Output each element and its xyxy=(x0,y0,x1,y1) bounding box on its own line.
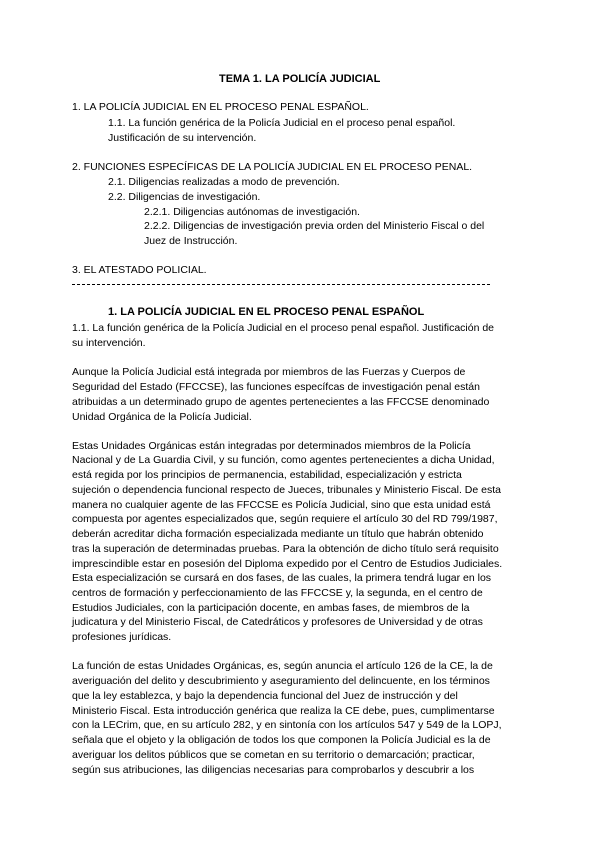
paragraph-line: imprescindible estar en posesión del Diploma expedido por el Centro de Estudios Judiciales. xyxy=(72,558,503,570)
paragraph-line: Unidad Orgánica de la Policía Judicial. xyxy=(72,411,252,423)
subheading-line: 1.1. La función genérica de la Policía Judicial en el proceso penal español. Justificación de xyxy=(72,322,495,334)
paragraph-line: está regida por los principios de permanencia, estabilidad, especialización y estricta xyxy=(72,469,462,481)
paragraph-line: que la ley establezca, y bajo la dependencia funcional del Juez de instrucción y del xyxy=(72,690,458,702)
toc-item-2-2-1: 2.2.1. Diligencias autónomas de investigación. xyxy=(144,206,360,218)
paragraph-line: sujeción o dependencia funcional respecto de Jueces, tribunales y Ministerio Fiscal. De esta xyxy=(72,484,501,496)
paragraph-line: con la LECrim, que, en su artículo 282, y en sintonía con los artículos 547 y 549 de la LOPJ, xyxy=(72,719,502,731)
paragraph-line: atribuidas a un determinado grupo de agentes pertenecientes a las FFCCSE denominado xyxy=(72,396,490,408)
toc-item-1-1-cont: Justificación de su intervención. xyxy=(108,132,257,144)
toc-item-1: 1. LA POLICÍA JUDICIAL EN EL PROCESO PENAL ESPAÑOL. xyxy=(72,101,369,113)
section-heading: 1. LA POLICÍA JUDICIAL EN EL PROCESO PENAL ESPAÑOL xyxy=(108,306,425,318)
paragraph-line: Seguridad del Estado (FFCCSE), las funciones específcas de investigación penal están xyxy=(72,381,480,393)
paragraph-line: manera no cualquier agente de las FFCCSE es Policía Judicial, sino que esta unidad está xyxy=(72,499,491,511)
subheading-line: su intervención. xyxy=(72,337,146,349)
toc-item-2: 2. FUNCIONES ESPECÍFICAS DE LA POLICÍA JUDICIAL EN EL PROCESO PENAL. xyxy=(72,161,473,173)
paragraph-line: centros de formación y perfeccionamiento de las FFCCSE y, la segunda, en el centro de xyxy=(72,587,483,599)
toc-item-2-2-2: 2.2.2. Diligencias de investigación previa orden del Ministerio Fiscal o del xyxy=(144,220,485,232)
paragraph-line: deberán acreditar dicha formación especializada mediante un título que habrán obtenido xyxy=(72,528,484,540)
toc-item-1-1: 1.1. La función genérica de la Policía Judicial en el proceso penal español. xyxy=(108,117,456,129)
paragraph-line: profesiones jurídicas. xyxy=(72,631,172,643)
paragraph-line: Nacional y de La Guardia Civil, y su función, como agentes pertenecientes a dicha Unidad, xyxy=(72,454,495,466)
paragraph-line: Aunque la Policía Judicial está integrada por miembros de las Fuerzas y Cuerpos de xyxy=(72,366,466,378)
paragraph-line: señala que el objeto y la obligación de todos los que componen la Policía Judicial es la de xyxy=(72,734,491,746)
paragraph-line: Estudios Judiciales, con la participación docente, en ambas fases, de miembros de la xyxy=(72,602,470,614)
paragraph-line: judicatura y del Ministerio Fiscal, de Catedráticos y profesores de Universidad y de otras xyxy=(72,616,483,628)
toc-item-3: 3. EL ATESTADO POLICIAL. xyxy=(72,264,207,276)
document-title: TEMA 1. LA POLICÍA JUDICIAL xyxy=(219,73,381,85)
toc-item-2-2: 2.2. Diligencias de investigación. xyxy=(108,191,261,203)
paragraph-line: tras la superación de determinadas pruebas. Para la obtención de dicho título será requisito xyxy=(72,543,499,555)
paragraph-line: según sus atribuciones, las diligencias necesarias para comprobarlos y descubrir a los xyxy=(72,764,475,776)
paragraph-line: compuesta por agentes especializados que, según requiere el artículo 30 del RD 799/1987, xyxy=(72,513,498,525)
paragraph-line: La función de estas Unidades Orgánicas, es, según anuncia el artículo 126 de la CE, la de xyxy=(72,660,493,672)
paragraph-line: averiguar los delitos públicos que se cometan en su territorio o demarcación; practicar, xyxy=(72,749,475,761)
paragraph-line: Ministerio Fiscal. Esta introducción genérica que realiza la CE debe, pues, cumplimentarse xyxy=(72,705,495,717)
paragraph-line: Estas Unidades Orgánicas están integradas por determinados miembros de la Policía xyxy=(72,440,471,452)
toc-item-2-2-2-cont: Juez de Instrucción. xyxy=(144,235,238,247)
toc-item-2-1: 2.1. Diligencias realizadas a modo de prevención. xyxy=(108,176,340,188)
paragraph-line: Esta especialización se cursará en dos fases, de las cuales, la primera tendrá lugar en los xyxy=(72,572,492,584)
paragraph-line: averiguación del delito y descubrimiento y aseguramiento del delincuente, en los términos xyxy=(72,675,490,687)
separator-line xyxy=(72,284,490,285)
